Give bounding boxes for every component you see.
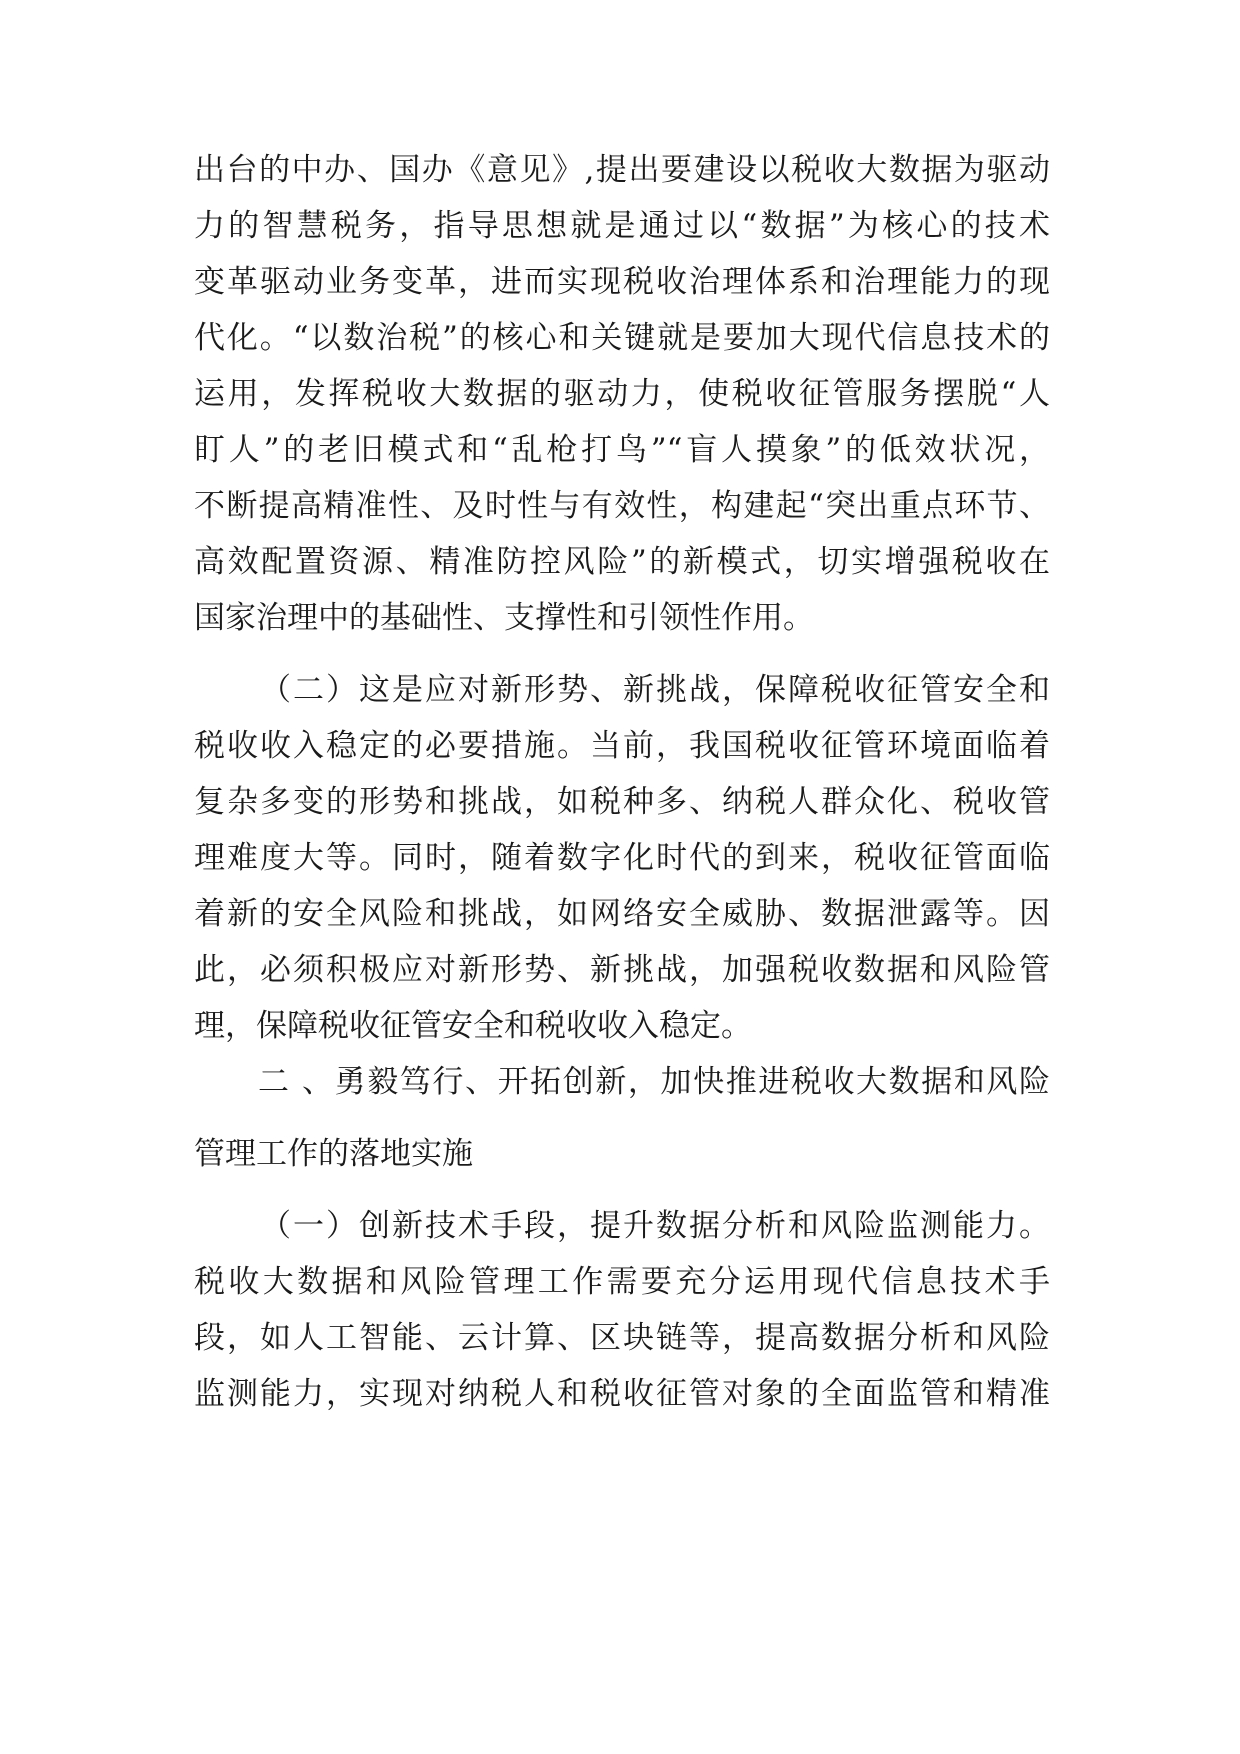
body-text-line: 力的智慧税务，指导思想就是通过以“数据”为核心的技术 (194, 208, 1050, 244)
body-text-line: 不断提高精准性、及时性与有效性，构建起“突出重点环节、 (194, 488, 1050, 524)
body-text-line: 税收收入稳定的必要措施。当前，我国税收征管环境面临着 (194, 728, 1050, 764)
section-heading-line: （二）这是应对新形势、新挑战，保障税收征管安全和 (260, 672, 1050, 708)
section-heading-line: （一）创新技术手段，提升数据分析和风险监测能力。 (260, 1208, 1050, 1244)
body-text-line: 高效配置资源、精准防控风险”的新模式，切实增强税收在 (194, 544, 1050, 580)
body-text-line: 此，必须积极应对新形势、新挑战，加强税收数据和风险管 (194, 952, 1050, 988)
body-text-line: 盯人”的老旧模式和“乱枪打鸟”“盲人摸象”的低效状况， (194, 432, 1050, 468)
body-text-line: 运用，发挥税收大数据的驱动力，使税收征管服务摆脱“人 (194, 376, 1050, 412)
body-text-line: 理，保障税收征管安全和税收收入稳定。 (194, 1008, 752, 1044)
body-text-line: 国家治理中的基础性、支撑性和引领性作用。 (194, 600, 814, 636)
body-text-line: 着新的安全风险和挑战，如网络安全威胁、数据泄露等。因 (194, 896, 1050, 932)
chapter-heading-line: 二 、勇毅笃行、开拓创新，加快推进税收大数据和风险 (258, 1064, 1050, 1100)
body-text-line: 税收大数据和风险管理工作需要充分运用现代信息技术手 (194, 1264, 1050, 1300)
body-text-line: 段，如人工智能、云计算、区块链等，提高数据分析和风险 (194, 1320, 1050, 1356)
body-text-line: 复杂多变的形势和挑战，如税种多、纳税人群众化、税收管 (194, 784, 1050, 820)
chapter-heading-line: 管理工作的落地实施 (194, 1136, 473, 1172)
body-text-line: 代化。“以数治税”的核心和关键就是要加大现代信息技术的 (194, 320, 1050, 356)
body-text-line: 理难度大等。同时，随着数字化时代的到来，税收征管面临 (194, 840, 1050, 876)
body-text-line: 变革驱动业务变革，进而实现税收治理体系和治理能力的现 (194, 264, 1050, 300)
body-text-line: 出台的中办、国办《意见》,提出要建设以税收大数据为驱动 (194, 152, 1050, 188)
body-text-line: 监测能力，实现对纳税人和税收征管对象的全面监管和精准 (194, 1376, 1050, 1412)
